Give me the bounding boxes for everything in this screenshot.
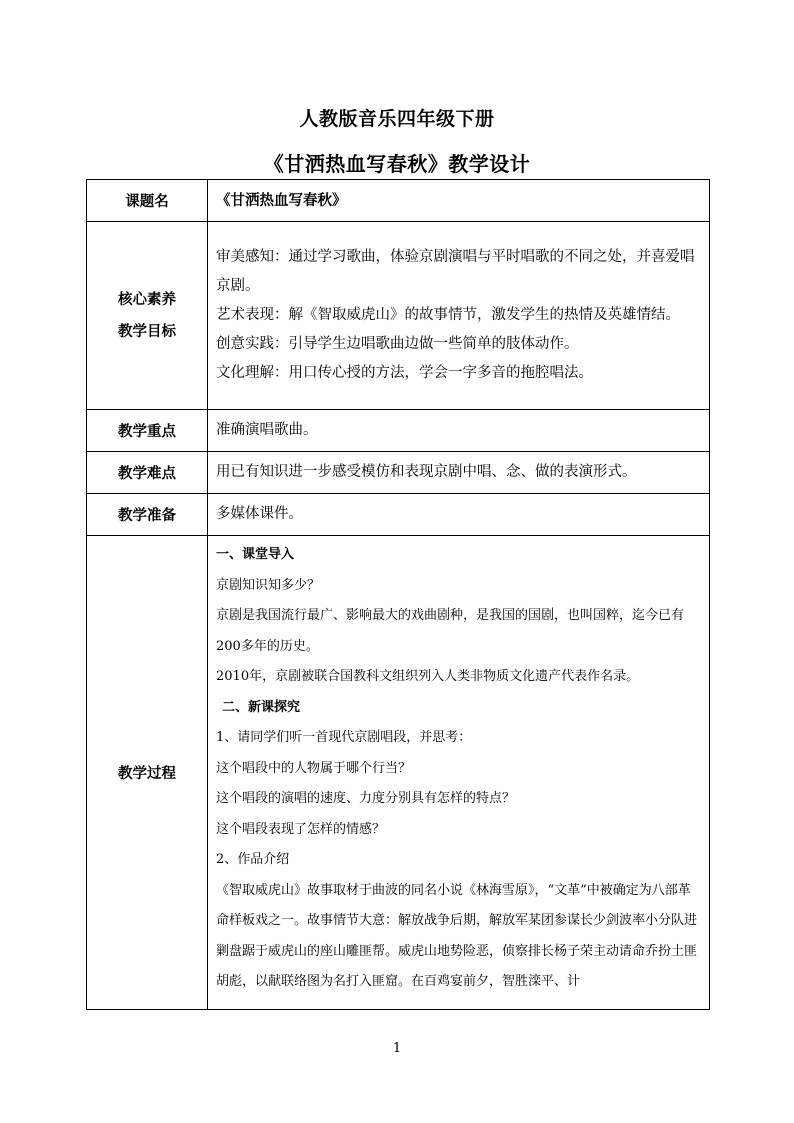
- process-line: 京剧是我国流行最广、影响最大的戏曲剧种，是我国的国剧，也叫国粹，迄今已有200多年的历史。: [216, 608, 685, 654]
- goal-cultural-understanding: 文化理解：用口传心授的方法，学会一字多音的拖腔唱法。: [216, 365, 593, 381]
- process-section-intro: 一、课堂导入: [216, 547, 295, 562]
- table-row-process: [87, 536, 710, 1010]
- label-preparation: 教学准备: [87, 494, 208, 536]
- goal-art-expression: 艺术表现：解《智取威虎山》的故事情节，激发学生的热情及英雄情结。: [216, 307, 680, 323]
- value-difficulties: 用已有知识进一步感受模仿和表现京剧中唱、念、做的表演形式。: [208, 452, 710, 494]
- label-topic: 课题名: [87, 180, 208, 222]
- document-title: 人教版音乐四年级下册: [299, 108, 495, 130]
- value-topic: 《甘洒热血写春秋》: [208, 180, 710, 222]
- document-subtitle: 《甘洒热血写春秋》教学设计: [263, 152, 531, 176]
- process-line: 这个唱段的演唱的速度、力度分别具有怎样的特点？: [216, 791, 516, 806]
- value-key-points: 准确演唱歌曲。: [208, 410, 710, 452]
- process-line: 这个唱段表现了怎样的情感？: [216, 821, 386, 837]
- process-section-explore: 二、新课探究: [222, 699, 301, 715]
- process-line: 京剧知识知多少？: [216, 577, 321, 593]
- table-row-preparation: [87, 494, 710, 536]
- value-preparation: 多媒体课件。: [208, 494, 710, 536]
- goal-aesthetic: 审美感知：通过学习歌曲，体验京剧演唱与平时唱歌的不同之处，并喜爱唱京剧。: [216, 249, 695, 294]
- process-line: 《智取威虎山》故事取材于曲波的同名小说《林海雪原》，“文革”中被确定为八部革命样板戏之一。故事情节大意：解放战争后期，解放军某团参谋长少剑波率小分队进剿盘踞于威虎山的座山雕匪帮。威虎山地势险恶，侦察排长杨子荣主动请命乔扮土匪胡彪，以献联络图为名打入匪窟。在百鸡宴前夕，智胜滦平、计: [216, 882, 698, 989]
- label-goals-line2: 教学目标: [118, 322, 176, 340]
- process-line: 1、请同学们听一首现代京剧唱段，并思考：: [216, 730, 472, 745]
- label-key-points: 教学重点: [87, 410, 208, 452]
- table-row-goals: [87, 222, 710, 410]
- label-goals-line1: 核心素养: [118, 290, 176, 308]
- goal-creative-practice: 创意实践：引导学生边唱歌曲边做一些简单的肢体动作。: [216, 336, 579, 352]
- table-row-key-points: [87, 410, 710, 452]
- lesson-plan-table: [86, 179, 710, 1010]
- label-difficulties: 教学难点: [87, 452, 208, 494]
- process-line: 2、作品介绍: [216, 852, 290, 867]
- page-number: 1: [392, 1041, 402, 1056]
- process-line: 2010年，京剧被联合国教科文组织列入人类非物质文化遗产代表作名录。: [216, 669, 640, 684]
- label-process: 教学过程: [87, 536, 208, 1010]
- process-line: 这个唱段中的人物属于哪个行当？: [216, 760, 412, 776]
- value-process: [208, 536, 710, 1010]
- table-row-difficulties: [87, 452, 710, 494]
- table-row-topic: [87, 180, 710, 222]
- label-goals: [87, 222, 208, 410]
- value-goals: [208, 222, 710, 410]
